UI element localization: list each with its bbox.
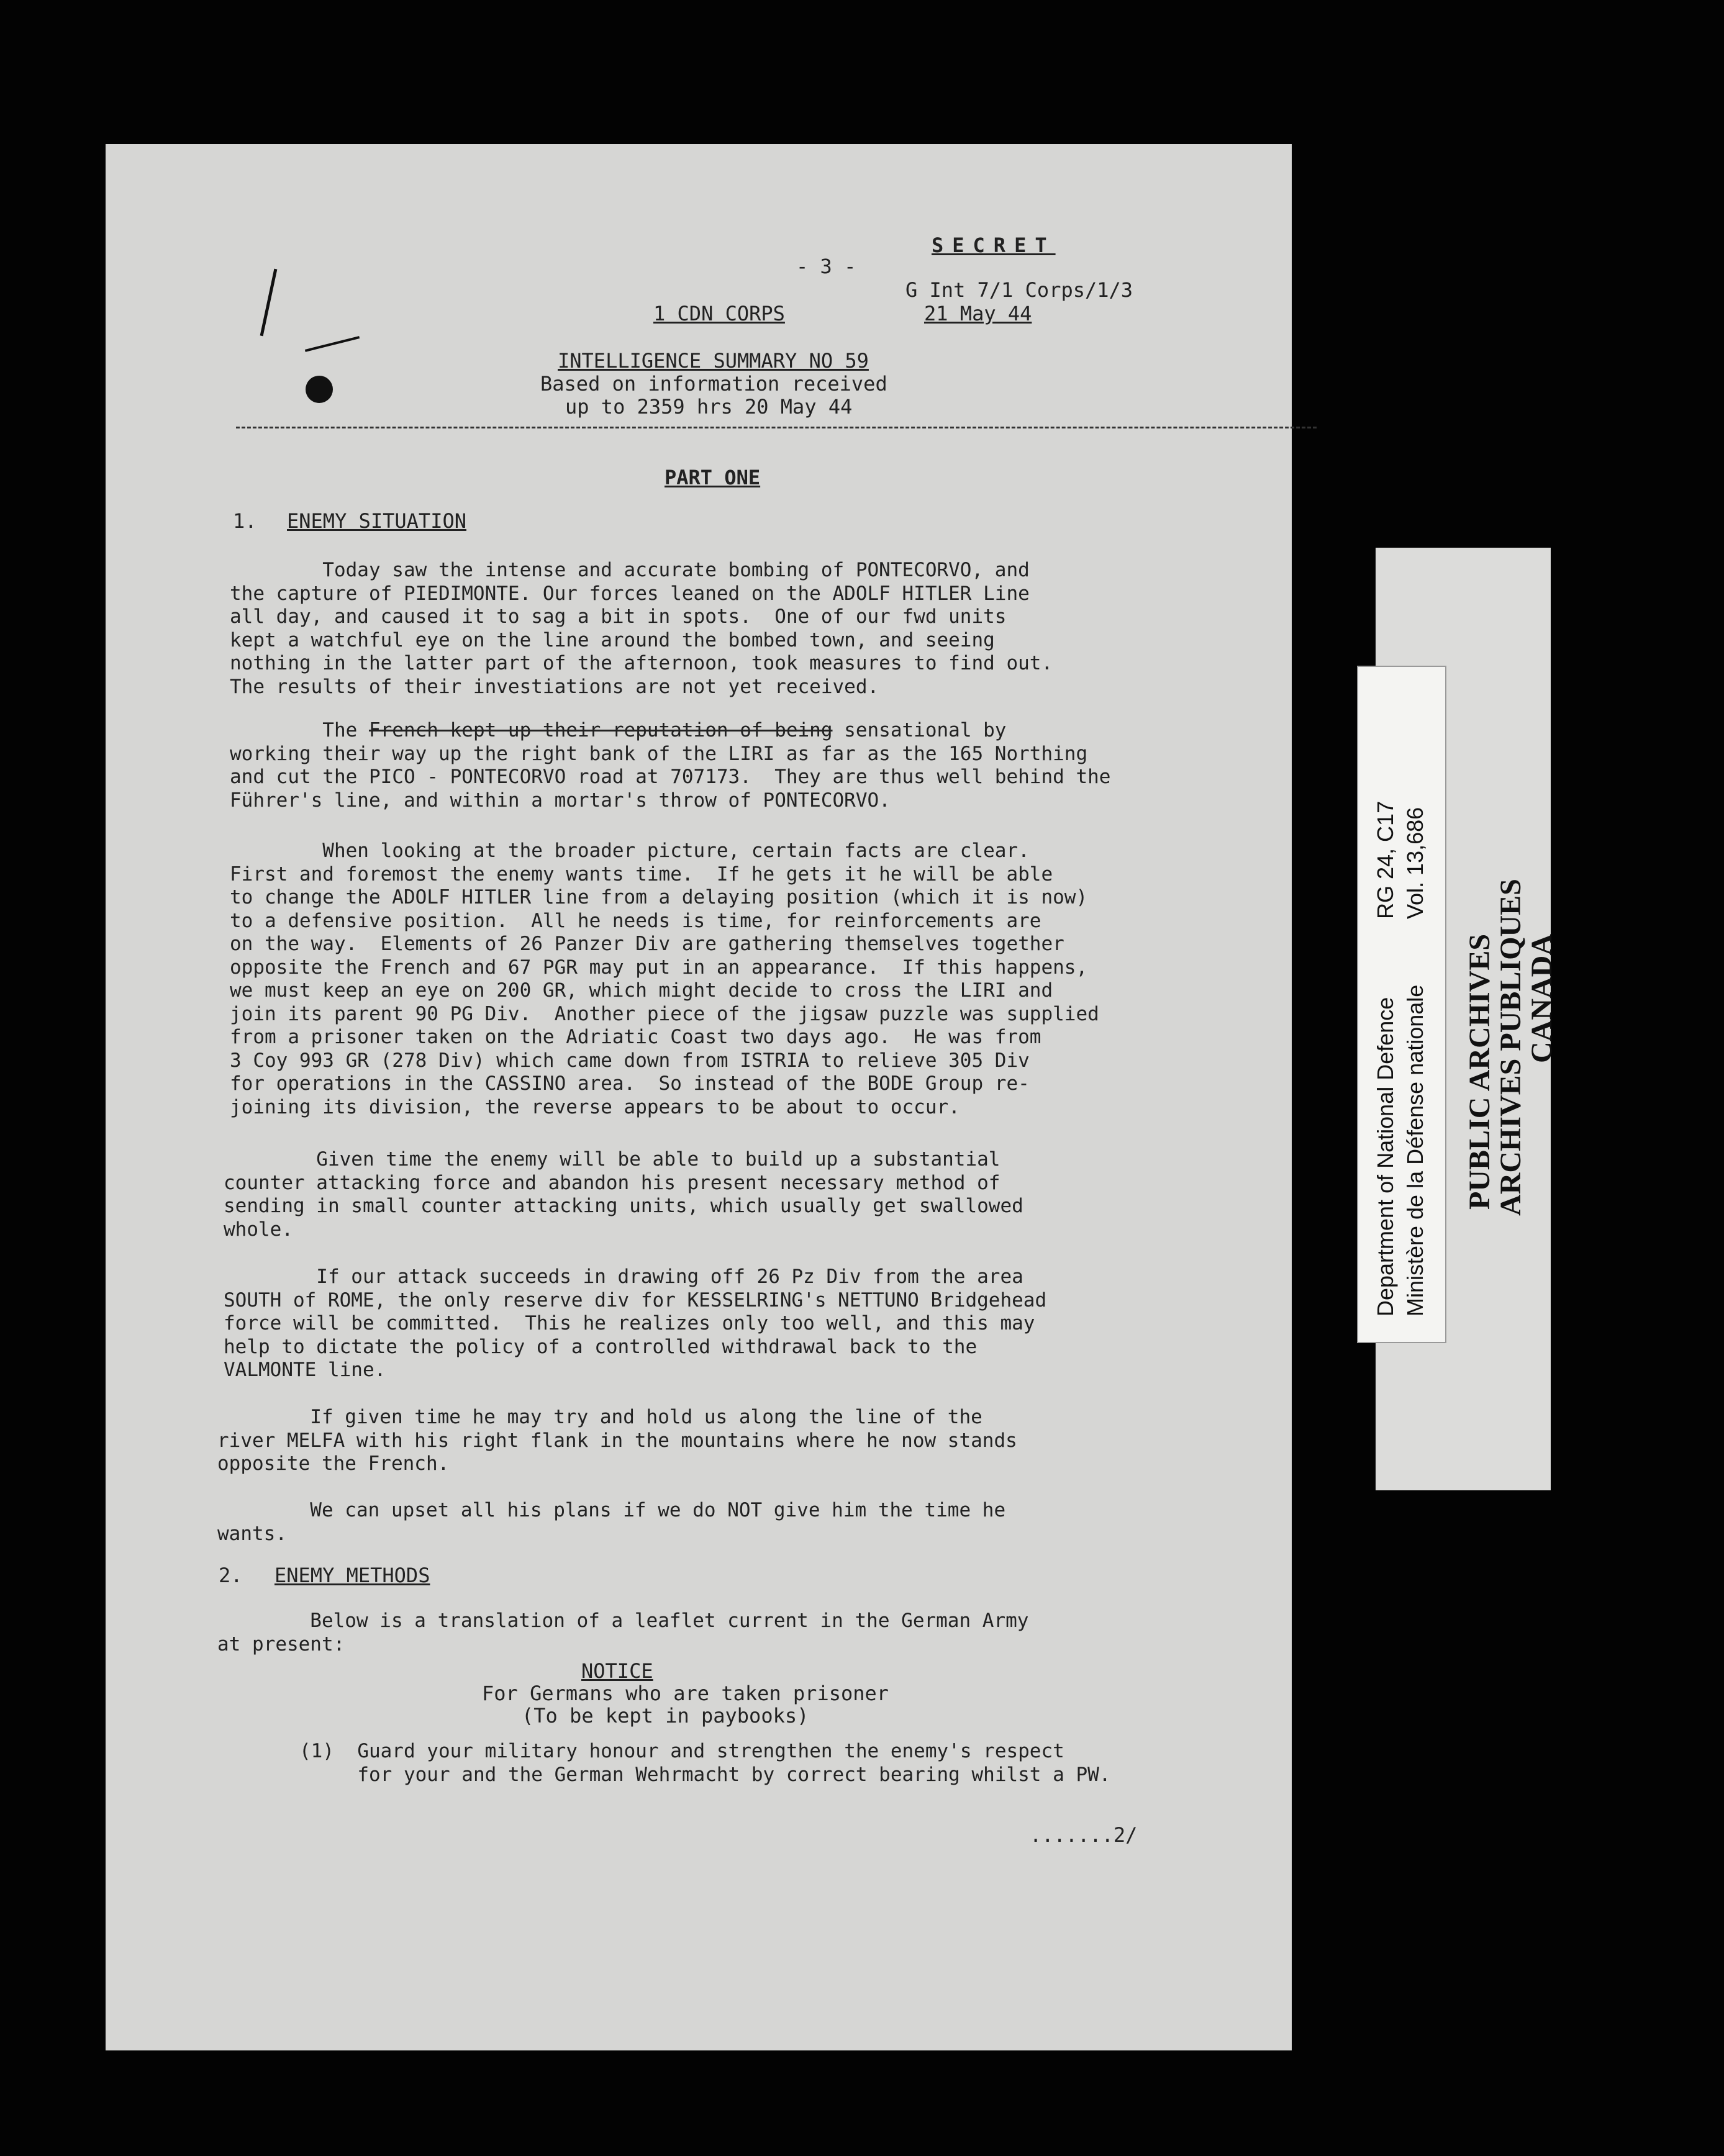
notice-item-1: (1) Guard your military honour and strengthen the enemy's respect for your and the German Wehrmacht by correct bearing whilst a PW. [299,1740,1111,1786]
canada-label: CANADA [1525,934,1558,1063]
section-1-title: ENEMY SITUATION [287,509,466,533]
archive-label [1357,666,1446,1343]
volume-ref: Vol. 13,686 [1402,807,1428,919]
department-english: Department of National Defence [1372,997,1398,1316]
separator-line [236,427,1317,428]
title-line-3: up to 2359 hrs 20 May 44 [565,395,853,419]
classification: SECRET [932,233,1056,257]
paragraph-2 [230,719,1110,812]
title-line-2: Based on information received [540,372,887,396]
paragraph-2-rest: sensational by working their way up the right bank of the LIRI as far as the 165 Northing and cut the PICO - PONTECORVO road at 707173. They are thus well behind the Führer's line, and within a mortar's throw of PONTECORVO. [230,719,1111,812]
section-2-title: ENEMY METHODS [274,1564,430,1587]
notice-subtitle-2: (To be kept in paybooks) [522,1704,809,1728]
reference-number: G Int 7/1 Corps/1/3 [905,278,1133,302]
public-archives-en: PUBLIC ARCHIVES [1463,933,1496,1210]
unit-name: 1 CDN CORPS [653,302,785,325]
part-heading: PART ONE [665,466,761,489]
paragraph-6: If given time he may try and hold us along the line of the river MELFA with his right flank in the mountains where he now stands opposite the French. [217,1406,1017,1475]
document-page [106,144,1292,2050]
record-group-ref: RG 24, C17 [1372,800,1398,919]
struck-text: French kept up their reputation of being [368,719,833,741]
public-archives-fr: ARCHIVES PUBLIQUES [1494,879,1527,1216]
document-date: 21 May 44 [924,302,1032,325]
pen-mark [260,269,278,337]
document-title: INTELLIGENCE SUMMARY NO 59 [558,349,869,373]
section-2-number: 2. [219,1564,243,1587]
paragraph-2-start: The [230,719,369,741]
paragraph-7: We can upset all his plans if we do NOT give him the time he wants. [217,1499,1006,1545]
page-marker: - 3 - [796,255,856,278]
paragraph-8: Below is a translation of a leaflet current in the German Army at present: [217,1610,1029,1656]
section-1-number: 1. [233,509,257,533]
paragraph-3: When looking at the broader picture, certain facts are clear. First and foremost the enemy wants time. If he gets it he will be able to change the ADOLF HITLER line from a delaying position (which it is now) to a defensive position. All he needs is time, for reinforcements are on the way. Elements of 26 Panzer Div are gathering themselves together opposite the French and 67 PGR may put in an appearance. If this happens, we must keep an eye on 200 GR, which might decide to cross the LIRI and join its parent 90 PG Div. Another piece of the jigsaw puzzle was supplied from a prisoner taken on the Adriatic Coast two days ago. He was from 3 Coy 993 GR (278 Div) which came down from ISTRIA to relieve 305 Div for operations in the CASSINO area. So instead of the BODE Group re- joining its division, the reverse appears to be about to occur. [230,840,1099,1118]
department-french: Ministère de la Défense nationale [1402,984,1428,1316]
paragraph-5: If our attack succeeds in drawing off 26 Pz Div from the area SOUTH of ROME, the only reserve div for KESSELRING's NETTUNO Bridgehead force will be committed. This he realizes only too well, and this may help to dictate the policy of a controlled withdrawal back to the VALMONTE line. [224,1266,1047,1381]
notice-title: NOTICE [581,1659,653,1683]
notice-subtitle-1: For Germans who are taken prisoner [482,1682,889,1705]
hole-punch [306,376,333,403]
pen-arrow-mark [305,336,360,352]
continuation-marker: .......2/ [1030,1823,1138,1847]
paragraph-4: Given time the enemy will be able to build up a substantial counter attacking force and abandon his present necessary method of sending in small counter attacking units, which usually get swallowed whole. [224,1148,1023,1241]
paragraph-1: Today saw the intense and accurate bombing of PONTECORVO, and the capture of PIEDIMONTE. Our forces leaned on the ADOLF HITLER Line all day, and caused it to sag a bit in spots. One of our fwd units kept a watchful eye on the line around the bombed town, and seeing nothing in the latter part of the afternoon, took measures to find out. The results of their investiations are not yet received. [230,559,1053,698]
